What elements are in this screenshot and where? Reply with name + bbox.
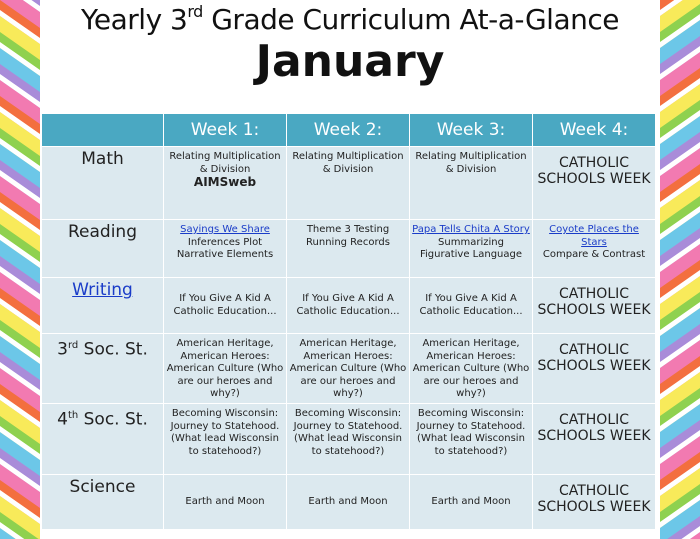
header-week-2: Week 2: (287, 114, 410, 147)
table-row-3rd-soc-st (42, 334, 656, 404)
table-row-4th-soc-st (42, 404, 656, 475)
curriculum-table (41, 113, 656, 530)
header-week-4: Week 4: (533, 114, 656, 147)
rainbow-stripe-border-right (660, 0, 700, 539)
row-label-math: Math (42, 147, 164, 220)
cell-soc3-week-3: American Heritage, American Heroes: American Culture (Who are our heroes and why?) (410, 334, 533, 404)
link-sayings-we-share[interactable]: Sayings We Share (180, 224, 270, 235)
link-coyote-places-stars[interactable]: Coyote Places the Stars (549, 224, 639, 248)
cell-science-week-2: Earth and Moon (287, 475, 410, 530)
link-papa-tells-chita[interactable]: Papa Tells Chita A Story (412, 224, 530, 235)
cell-writing-week-4: CATHOLIC SCHOOLS WEEK (533, 278, 656, 334)
row-label-reading: Reading (42, 220, 164, 278)
cell-soc4-week-1: Becoming Wisconsin: Journey to Statehood. (What lead Wisconsin to statehood?) (164, 404, 287, 475)
cell-soc3-week-2: American Heritage, American Heroes: American Culture (Who are our heroes and why?) (287, 334, 410, 404)
link-writing[interactable]: Writing (72, 280, 133, 300)
cell-text: Inferences Plot Narrative Elements (176, 236, 274, 260)
table-row-writing (42, 278, 656, 334)
month-heading: January (255, 36, 445, 87)
cell-text: Compare & Contrast (542, 249, 646, 260)
row-label-4th-soc-st: 4th Soc. St. (42, 404, 164, 475)
cell-math-week-3: Relating Multiplication & Division (410, 147, 533, 220)
header-week-1: Week 1: (164, 114, 287, 147)
cell-science-week-3: Earth and Moon (410, 475, 533, 530)
cell-reading-week-1 (164, 220, 287, 278)
rainbow-stripe-border-left (0, 0, 40, 539)
cell-math-week-1 (164, 147, 287, 220)
cell-science-week-1: Earth and Moon (164, 475, 287, 530)
table-header-row (42, 114, 656, 147)
cell-reading-week-4 (533, 220, 656, 278)
row-label-3rd-soc-st: 3rd Soc. St. (42, 334, 164, 404)
header-corner (42, 114, 164, 147)
table-row-math (42, 147, 656, 220)
cell-soc4-week-3: Becoming Wisconsin: Journey to Statehood. (What lead Wisconsin to statehood?) (410, 404, 533, 475)
cell-science-week-4: CATHOLIC SCHOOLS WEEK (533, 475, 656, 530)
row-label-writing (42, 278, 164, 334)
page-title: Yearly 3rd Grade Curriculum At-a-Glance (81, 2, 619, 36)
cell-writing-week-3: If You Give A Kid A Catholic Education... (410, 278, 533, 334)
cell-soc3-week-1: American Heritage, American Heroes: American Culture (Who are our heroes and why?) (164, 334, 287, 404)
row-label-science: Science (42, 475, 164, 530)
cell-soc4-week-2: Becoming Wisconsin: Journey to Statehood. (What lead Wisconsin to statehood?) (287, 404, 410, 475)
cell-text: Summarizing Figurative Language (419, 236, 523, 260)
table-row-science (42, 475, 656, 530)
cell-math-week-4: CATHOLIC SCHOOLS WEEK (533, 147, 656, 220)
table-row-reading (42, 220, 656, 278)
cell-reading-week-3 (410, 220, 533, 278)
cell-text: Relating Multiplication & Division (169, 151, 281, 175)
cell-writing-week-2: If You Give A Kid A Catholic Education... (287, 278, 410, 334)
cell-text-bold: AIMSweb (193, 175, 257, 189)
header-week-3: Week 3: (410, 114, 533, 147)
cell-reading-week-2: Theme 3 Testing Running Records (287, 220, 410, 278)
cell-math-week-2: Relating Multiplication & Division (287, 147, 410, 220)
cell-writing-week-1: If You Give A Kid A Catholic Education... (164, 278, 287, 334)
cell-soc4-week-4: CATHOLIC SCHOOLS WEEK (533, 404, 656, 475)
cell-soc3-week-4: CATHOLIC SCHOOLS WEEK (533, 334, 656, 404)
